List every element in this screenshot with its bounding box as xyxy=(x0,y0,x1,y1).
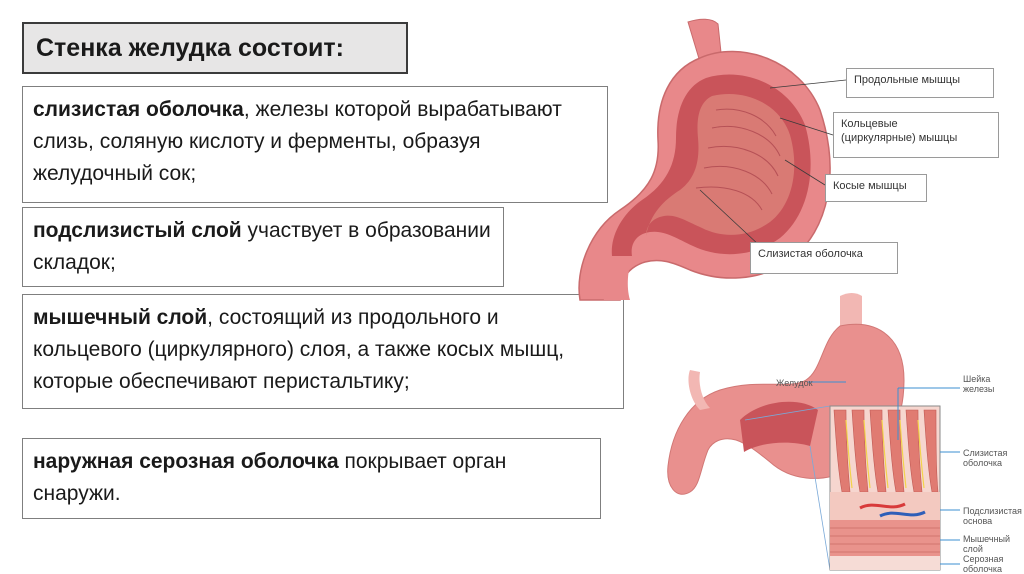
label-text: оболочка xyxy=(963,564,1002,574)
label-text: Косые мышцы xyxy=(833,180,907,192)
label-text: Мышечный xyxy=(963,534,1011,544)
label-text: Слизистая xyxy=(963,448,1008,458)
label-text: оболочка xyxy=(963,458,1002,468)
label-text: Шейка xyxy=(963,374,991,384)
label-mucosa-layer xyxy=(963,448,1007,468)
label-stomach: Желудок xyxy=(776,378,813,388)
layer-text: покрывает орган снаружи. xyxy=(33,450,507,505)
layer-term: слизистая оболочка xyxy=(33,98,244,121)
label-text: железы xyxy=(963,384,995,394)
label-text: слой xyxy=(963,544,983,554)
layer-term: мышечный слой xyxy=(33,306,208,329)
page-title: Стенка желудка состоит: xyxy=(22,22,408,74)
label-gland-neck xyxy=(963,374,994,394)
label-muscular-layer xyxy=(963,534,1010,554)
layer-text: , железы которой вырабатывают слизь, соляную кислоту и ферменты, образуя желудочный сок; xyxy=(33,98,562,185)
layer-text: участвует в образовании складок; xyxy=(33,219,491,274)
layer-term: подслизистый слой xyxy=(33,219,242,242)
label-text: Продольные мышцы xyxy=(854,74,960,86)
label-text: основа xyxy=(963,516,993,526)
layer-term: наружная серозная оболочка xyxy=(33,450,339,473)
label-text: Кольцевые xyxy=(841,118,898,130)
layer-text: , состоящий из продольного и кольцевого (циркулярного) слоя, а также косых мышц, которые обеспечивают перистальтику; xyxy=(33,306,565,393)
label-text: (циркулярные) мышцы xyxy=(841,132,958,144)
label-text: Подслизистая xyxy=(963,506,1022,516)
label-submucosa xyxy=(963,506,1022,526)
label-text: Серозная xyxy=(963,554,1004,564)
label-serosa-layer xyxy=(963,554,1003,574)
label-text: Слизистая оболочка xyxy=(758,248,863,260)
